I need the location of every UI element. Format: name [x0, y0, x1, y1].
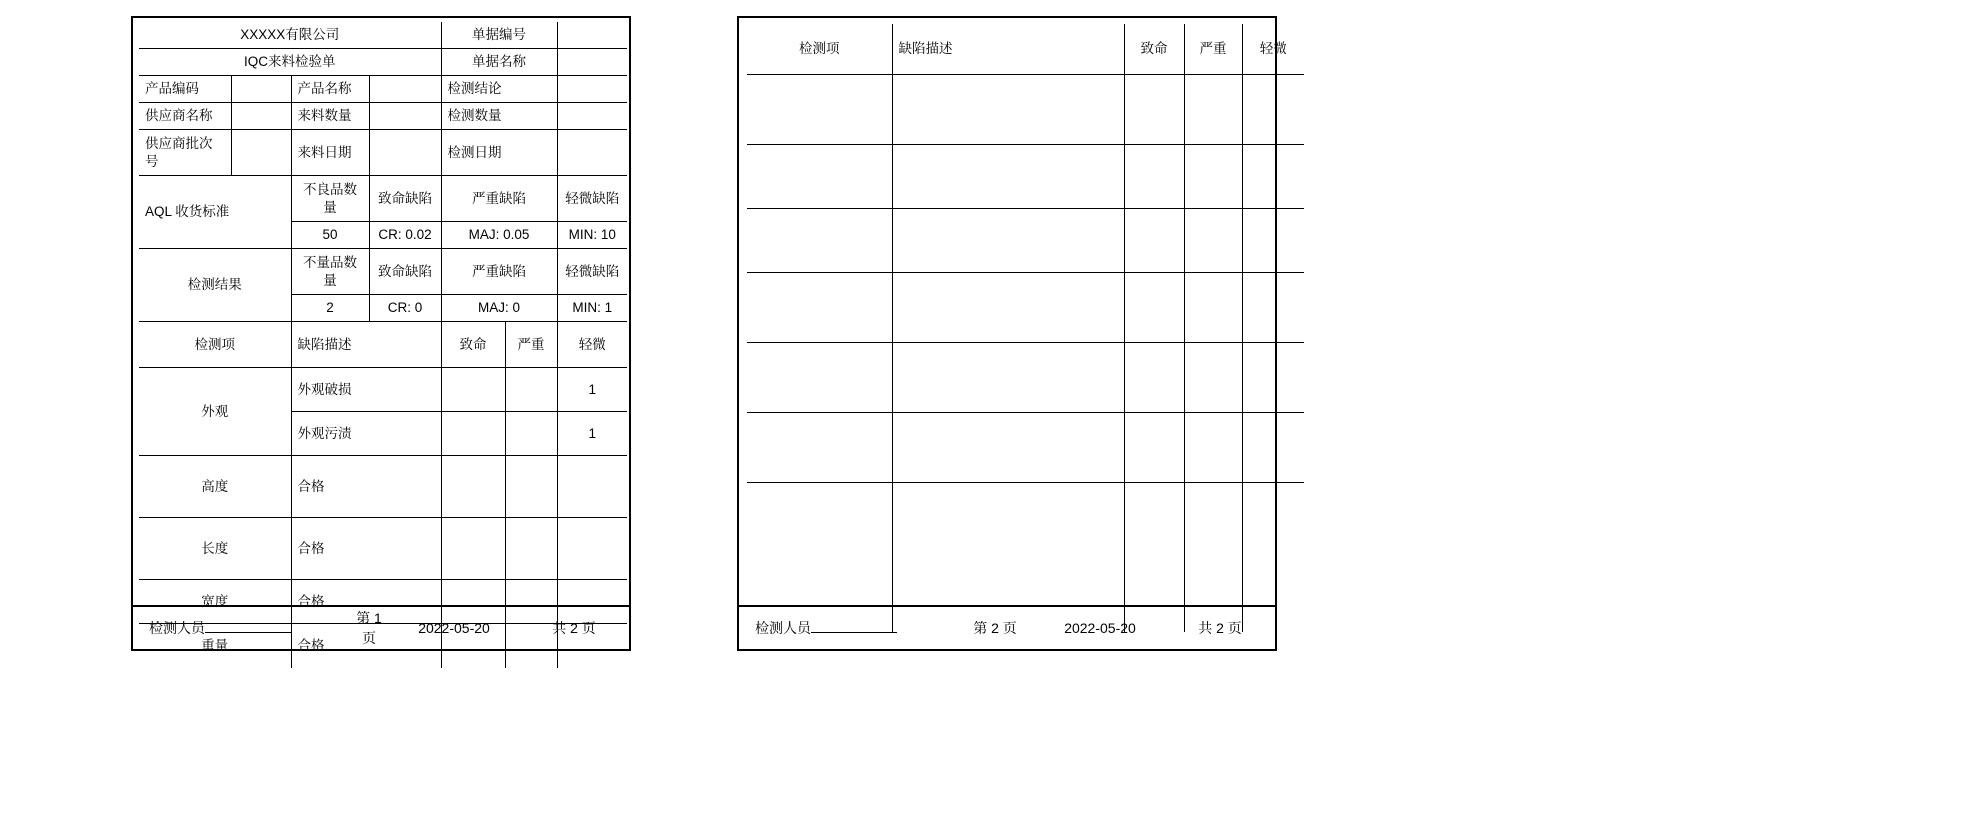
insp-critical-1[interactable] [441, 412, 505, 456]
incoming-qty-value[interactable] [369, 103, 441, 130]
insp-item-5: 重量 [139, 624, 291, 668]
table-row [747, 342, 1304, 412]
p2-major-0[interactable] [1184, 74, 1242, 144]
insp-desc-1[interactable]: 外观污渍 [291, 412, 441, 456]
supplier-value[interactable] [231, 103, 291, 130]
p2-item-0[interactable] [747, 74, 892, 144]
p2-header-major: 严重 [1184, 24, 1242, 74]
inspect-date-label: 检测日期 [441, 130, 557, 176]
p2-minor-0[interactable] [1242, 74, 1304, 144]
inspector-signature-line[interactable] [205, 618, 291, 633]
page-number: 第 2 页 [973, 620, 1017, 636]
table-row [139, 368, 627, 412]
incoming-date-value[interactable] [369, 130, 441, 176]
insp-major-0[interactable] [505, 368, 557, 412]
insp-desc-5[interactable]: 合格 [291, 624, 441, 668]
insp-critical-2[interactable] [441, 456, 505, 518]
insp-critical-0[interactable] [441, 368, 505, 412]
insp-header-minor: 轻微 [557, 322, 627, 368]
p2-header-minor: 轻微 [1242, 24, 1304, 74]
p2-major-1[interactable] [1184, 144, 1242, 208]
insp-major-2[interactable] [505, 456, 557, 518]
total-pages: 共 2 页 [552, 620, 596, 636]
page-2-table [747, 24, 1304, 632]
result-value-minor: MIN: 1 [557, 295, 627, 322]
inspection-form-page-1 [131, 16, 631, 651]
insp-desc-4[interactable]: 合格 [291, 580, 441, 624]
insp-header-item: 检测项 [139, 322, 291, 368]
p2-header-item: 检测项 [747, 24, 892, 74]
table-row [747, 144, 1304, 208]
aql-title: AQL 收货标准 [139, 176, 291, 249]
inspector-field[interactable] [739, 618, 955, 638]
p2-critical-0[interactable] [1124, 74, 1184, 144]
p2-critical-3[interactable] [1124, 272, 1184, 342]
doc-name-label: 单据名称 [441, 49, 557, 76]
company-name: XXXXX有限公司 [139, 22, 441, 49]
insp-header-desc: 缺陷描述 [291, 322, 441, 368]
table-row [747, 74, 1304, 144]
aql-header-minor: 轻微缺陷 [557, 176, 627, 222]
table-row [747, 412, 1304, 482]
result-value-major: MAJ: 0 [441, 295, 557, 322]
page-1-footer [133, 605, 629, 649]
page-1-content [133, 18, 629, 653]
p2-minor-2[interactable] [1242, 208, 1304, 272]
p2-item-1[interactable] [747, 144, 892, 208]
table-row [139, 518, 627, 580]
result-header-minor: 轻微缺陷 [557, 249, 627, 295]
insp-minor-0[interactable]: 1 [557, 368, 627, 412]
insp-item-3: 长度 [139, 518, 291, 580]
page-2-content [739, 18, 1287, 649]
result-header-critical: 致命缺陷 [369, 249, 441, 295]
insp-desc-0[interactable]: 外观破损 [291, 368, 441, 412]
doc-name-value[interactable] [557, 49, 627, 76]
inspect-date-value[interactable] [557, 130, 627, 176]
insp-desc-2[interactable]: 合格 [291, 456, 441, 518]
page-2-footer [739, 605, 1275, 649]
insp-item-4: 宽度 [139, 580, 291, 624]
p2-minor-5[interactable] [1242, 412, 1304, 482]
incoming-date-label: 来料日期 [291, 130, 369, 176]
p2-item-2[interactable] [747, 208, 892, 272]
p2-major-5[interactable] [1184, 412, 1242, 482]
insp-header-major: 严重 [505, 322, 557, 368]
aql-value-major: MAJ: 0.05 [441, 222, 557, 249]
batch-value[interactable] [231, 130, 291, 176]
product-code-value[interactable] [231, 76, 291, 103]
doc-no-value[interactable] [557, 22, 627, 49]
p2-desc-5[interactable] [892, 412, 1124, 482]
insp-critical-3[interactable] [441, 518, 505, 580]
p2-critical-1[interactable] [1124, 144, 1184, 208]
result-value-critical: CR: 0 [369, 295, 441, 322]
p2-header-critical: 致命 [1124, 24, 1184, 74]
conclusion-value[interactable] [557, 76, 627, 103]
p2-desc-0[interactable] [892, 74, 1124, 144]
doc-no-label: 单据编号 [441, 22, 557, 49]
p2-desc-3[interactable] [892, 272, 1124, 342]
inspection-form-page-2 [737, 16, 1287, 651]
aql-header-critical: 致命缺陷 [369, 176, 441, 222]
aql-header-major: 严重缺陷 [441, 176, 557, 222]
insp-desc-3[interactable]: 合格 [291, 518, 441, 580]
p2-critical-5[interactable] [1124, 412, 1184, 482]
p2-minor-4[interactable] [1242, 342, 1304, 412]
inspector-field[interactable] [133, 618, 349, 638]
p2-major-2[interactable] [1184, 208, 1242, 272]
p2-item-5[interactable] [747, 412, 892, 482]
result-title: 检测结果 [139, 249, 291, 322]
inspector-label: 检测人员 [149, 620, 205, 636]
insp-item-0: 外观 [139, 368, 291, 456]
p2-critical-2[interactable] [1124, 208, 1184, 272]
insp-header-critical: 致命 [441, 322, 505, 368]
p2-desc-1[interactable] [892, 144, 1124, 208]
supplier-label: 供应商名称 [139, 103, 231, 130]
p2-desc-4[interactable] [892, 342, 1124, 412]
total-pages: 共 2 页 [1198, 620, 1242, 636]
p2-header-desc: 缺陷描述 [892, 24, 1124, 74]
table-row [139, 456, 627, 518]
aql-value-defect-qty: 50 [291, 222, 369, 249]
p2-minor-3[interactable] [1242, 272, 1304, 342]
inspect-qty-label: 检测数量 [441, 103, 557, 130]
conclusion-label: 检测结论 [441, 76, 557, 103]
form-title: IQC来料检验单 [139, 49, 441, 76]
inspect-qty-value[interactable] [557, 103, 627, 130]
incoming-qty-label: 来料数量 [291, 103, 369, 130]
page-number: 第 1 页 [356, 610, 382, 646]
insp-major-3[interactable] [505, 518, 557, 580]
aql-value-minor: MIN: 10 [557, 222, 627, 249]
result-header-defect-qty: 不量品数量 [291, 249, 369, 295]
footer-date: 2022-05-20 [418, 620, 490, 636]
batch-label: 供应商批次号 [139, 130, 231, 176]
result-value-defect-qty: 2 [291, 295, 369, 322]
insp-major-1[interactable] [505, 412, 557, 456]
table-row [747, 272, 1304, 342]
result-header-major: 严重缺陷 [441, 249, 557, 295]
insp-minor-2[interactable] [557, 456, 627, 518]
page-1-table [139, 22, 627, 668]
p2-major-3[interactable] [1184, 272, 1242, 342]
inspector-signature-line[interactable] [811, 618, 897, 633]
p2-item-4[interactable] [747, 342, 892, 412]
aql-value-critical: CR: 0.02 [369, 222, 441, 249]
p2-major-4[interactable] [1184, 342, 1242, 412]
insp-item-2: 高度 [139, 456, 291, 518]
p2-desc-2[interactable] [892, 208, 1124, 272]
table-row [747, 208, 1304, 272]
p2-critical-4[interactable] [1124, 342, 1184, 412]
aql-header-defect-qty: 不良品数量 [291, 176, 369, 222]
product-name-value[interactable] [369, 76, 441, 103]
p2-item-3[interactable] [747, 272, 892, 342]
inspector-label: 检测人员 [755, 620, 811, 636]
insp-minor-1[interactable]: 1 [557, 412, 627, 456]
insp-minor-3[interactable] [557, 518, 627, 580]
footer-date: 2022-05-20 [1064, 620, 1136, 636]
product-name-label: 产品名称 [291, 76, 369, 103]
product-code-label: 产品编码 [139, 76, 231, 103]
p2-minor-1[interactable] [1242, 144, 1304, 208]
